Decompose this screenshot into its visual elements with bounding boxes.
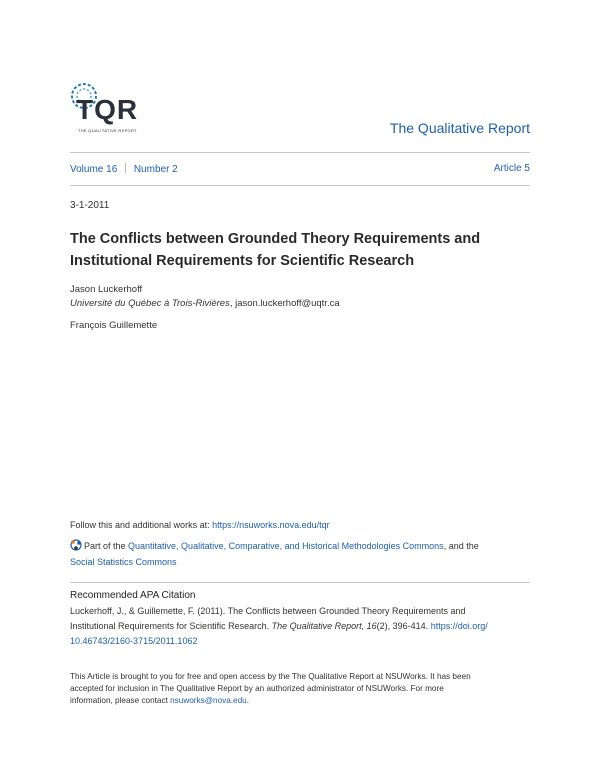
- part-of-block: [70, 539, 540, 570]
- citation-heading: Recommended APA Citation: [70, 590, 196, 601]
- citation-body: [70, 604, 540, 649]
- article-title: [70, 228, 540, 272]
- part-of-prefix: Part of the: [84, 541, 129, 551]
- author-2-name: François Guillemette: [70, 320, 158, 331]
- article-link[interactable]: Article 5: [493, 163, 530, 174]
- doi-link-part-2[interactable]: 10.46743/2160-3715/2011.1062: [70, 636, 198, 646]
- publication-date: 3-1-2011: [70, 200, 110, 211]
- title-line-1: The Conflicts between Grounded Theory Requirements and: [70, 231, 481, 247]
- tqr-logo[interactable]: [70, 82, 142, 138]
- footer-line-3-suffix: .: [246, 696, 249, 705]
- logo-subtext: THE QUALITATIVE REPORT: [78, 128, 137, 133]
- author-email: , jason.luckerhoff@uqtr.ca: [229, 298, 340, 309]
- affiliation-text: Université du Québec à Trois-Rivières: [70, 298, 230, 309]
- author-1-name: Jason Luckerhoff: [70, 284, 143, 295]
- doi-link-part-1[interactable]: https://doi.org/: [430, 621, 488, 631]
- number-link[interactable]: Number 2: [133, 164, 178, 175]
- issue-info: [70, 163, 178, 175]
- part-of-middle: , and the: [443, 541, 479, 551]
- commons-network-icon: [70, 539, 82, 551]
- author-1-affiliation: [70, 297, 340, 311]
- follow-url-link[interactable]: https://nsuworks.nova.edu/tqr: [212, 520, 330, 530]
- journal-name-link[interactable]: The Qualitative Report: [389, 120, 530, 136]
- citation-line-2: Institutional Requirements for Scientific Research.: [70, 621, 272, 631]
- follow-text: Follow this and additional works at:: [70, 520, 213, 530]
- citation-issue-pages: (2), 396-414.: [376, 621, 431, 631]
- citation-line-1: Luckerhoff, J., & Guillemette, F. (2011). The Conflicts between Grounded Theory Requirements and: [70, 606, 466, 616]
- methodologies-commons-link[interactable]: Quantitative, Qualitative, Comparative, and Historical Methodologies Commons: [128, 541, 444, 551]
- social-statistics-commons-link[interactable]: Social Statistics Commons: [70, 557, 177, 567]
- contact-email-link[interactable]: nsuworks@nova.edu: [170, 696, 247, 705]
- citation-journal: The Qualitative Report, 16: [271, 621, 377, 631]
- title-line-2: Institutional Requirements for Scientific Research: [70, 253, 415, 269]
- header-divider: [70, 152, 530, 153]
- volume-link[interactable]: Volume 16: [70, 164, 118, 175]
- issue-separator: [125, 163, 126, 173]
- footer-line-2: accepted for inclusion in The Qualitative Report by an authorized administrator of NSUWorks. For more: [70, 684, 444, 693]
- citation-divider: [70, 582, 530, 583]
- author-1: [70, 283, 340, 311]
- follow-line: [70, 518, 330, 533]
- issue-divider: [70, 185, 530, 186]
- logo-text: TQR: [76, 94, 139, 125]
- footer-line-1: This Article is brought to you for free and open access by the The Qualitative Report at NSUWorks. It has been: [70, 672, 471, 681]
- footer-line-3: information, please contact: [70, 696, 171, 705]
- access-statement: [70, 671, 540, 707]
